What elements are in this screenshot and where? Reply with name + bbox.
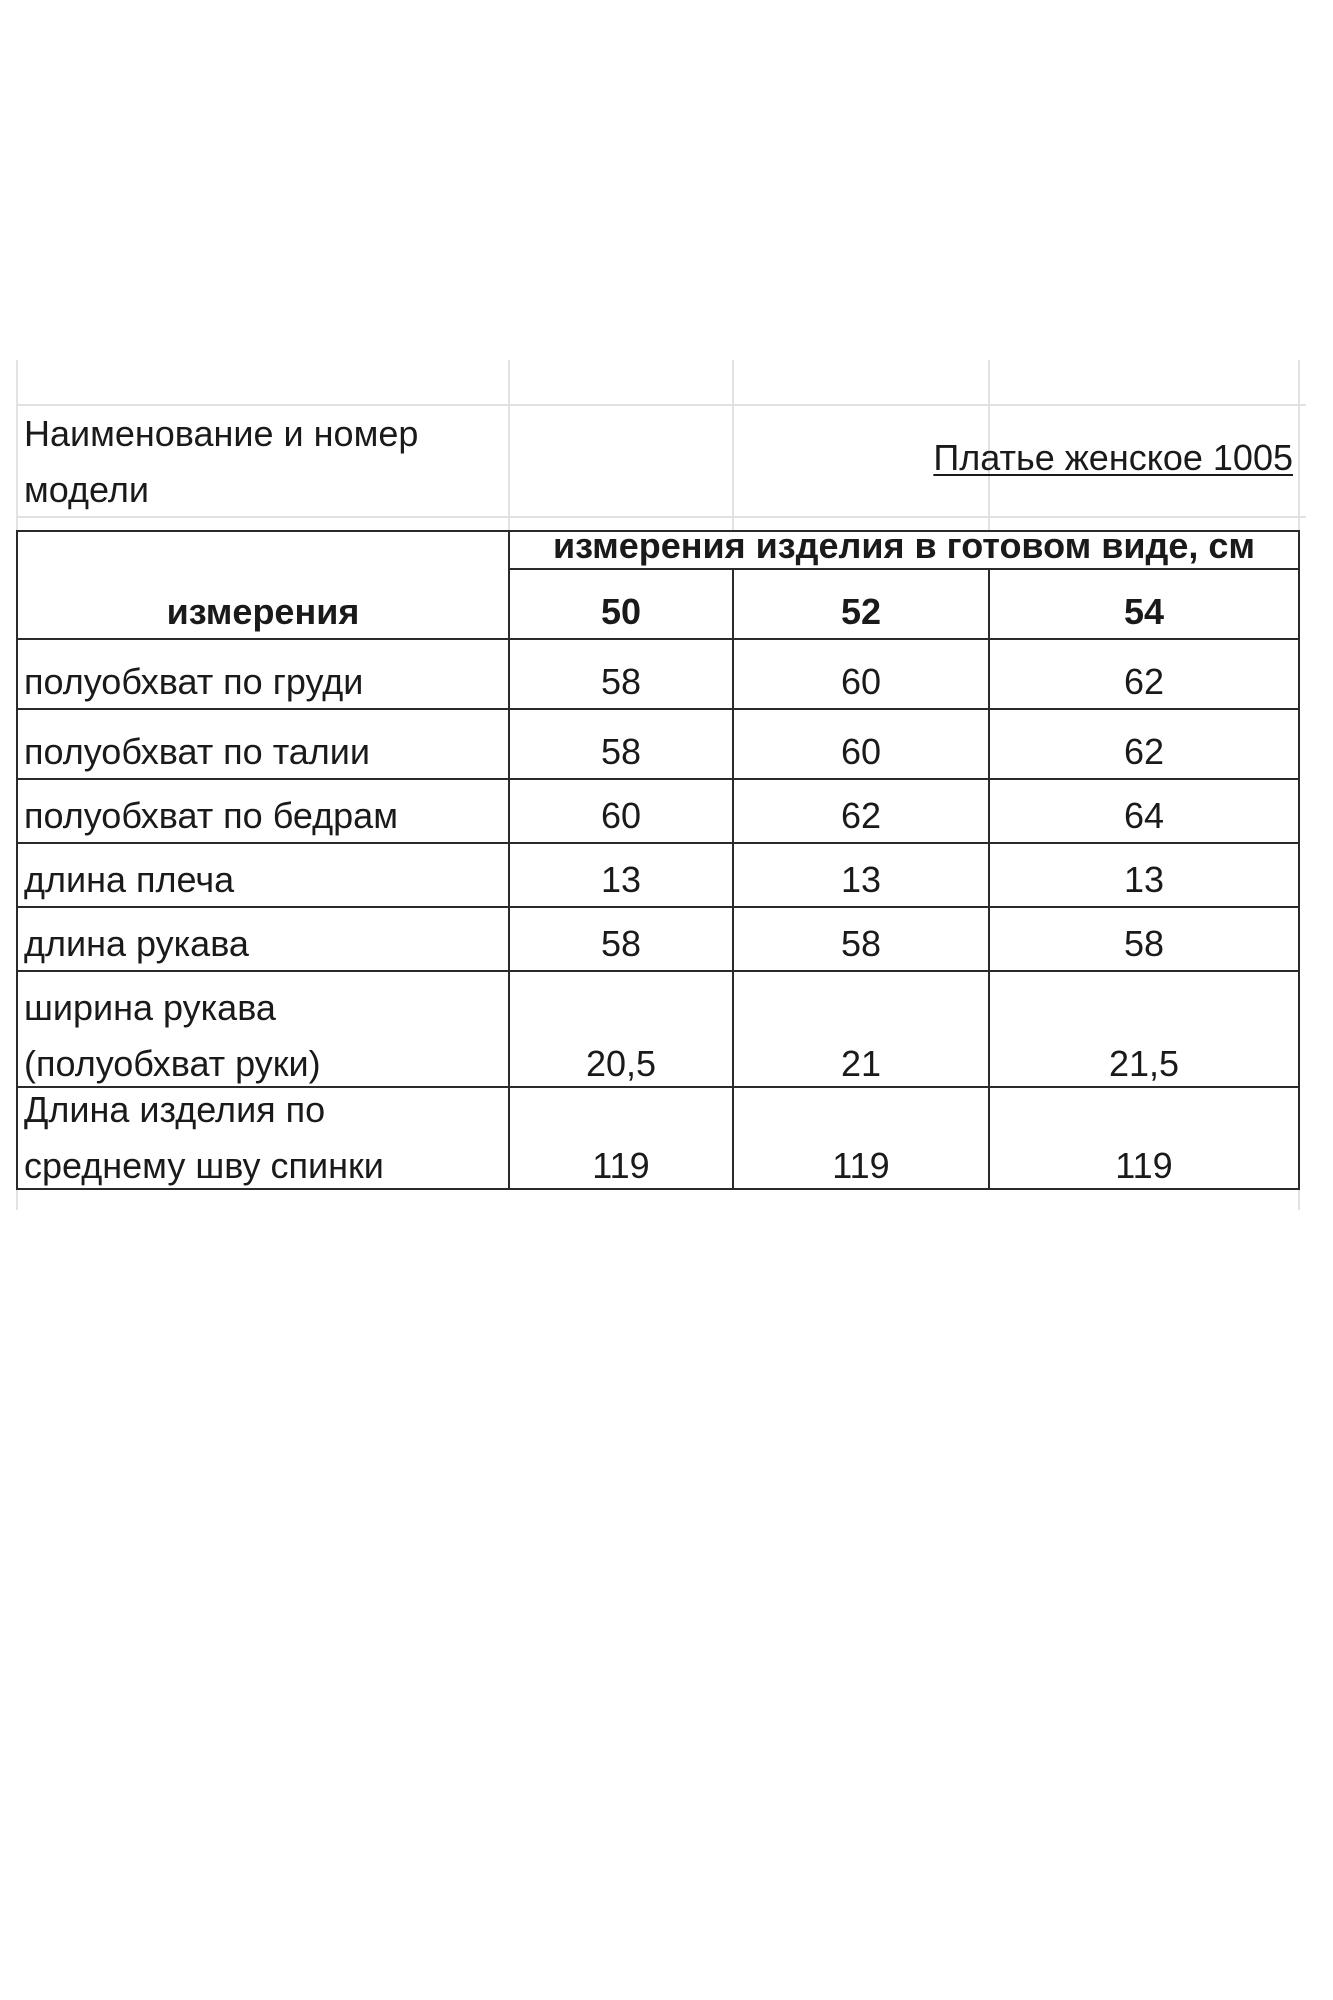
gridline <box>16 1190 18 1210</box>
row-label: длина плеча <box>24 859 235 900</box>
table-cell: 13 <box>600 859 642 900</box>
table-cell: 119 <box>1115 1145 1173 1186</box>
model-label-line-2: модели <box>24 469 149 510</box>
model-label <box>24 406 418 518</box>
table-cell: 60 <box>600 795 642 836</box>
table-cell: 58 <box>600 923 642 964</box>
gridline <box>732 360 734 530</box>
row-label: полуобхват по груди <box>24 661 364 702</box>
table-cell: 119 <box>592 1145 650 1186</box>
table-cell: 58 <box>600 661 642 702</box>
table-cell: 119 <box>832 1145 890 1186</box>
gridline <box>16 360 18 530</box>
table-cell: 64 <box>1123 795 1165 836</box>
row-label: длина рукава <box>24 923 249 964</box>
row-label: полуобхват по бедрам <box>24 795 398 836</box>
table-border <box>1298 530 1300 1190</box>
table-cell: 21,5 <box>1108 1043 1180 1084</box>
row-label: полуобхват по талии <box>24 731 371 772</box>
table-cell: 13 <box>1123 859 1165 900</box>
model-label-line-1: Наименование и номер <box>24 413 419 454</box>
table-cell: 20,5 <box>585 1043 657 1084</box>
table-cell: 60 <box>840 661 882 702</box>
table-cell: 58 <box>600 731 642 772</box>
table-cell: 13 <box>840 859 882 900</box>
gridline <box>508 360 510 530</box>
group-header: измерения изделия в готовом виде, см <box>552 525 1256 566</box>
row-label: Длина изделия по <box>24 1089 326 1130</box>
table-cell: 21 <box>840 1043 882 1084</box>
row-label: (полуобхват руки) <box>24 1043 321 1084</box>
table-cell: 62 <box>1123 731 1165 772</box>
table-cell: 60 <box>840 731 882 772</box>
row-label: среднему шву спинки <box>24 1145 384 1186</box>
table-cell: 62 <box>1123 661 1165 702</box>
table-cell: 58 <box>1123 923 1165 964</box>
row-label: ширина рукава <box>24 987 276 1028</box>
model-value: Платье женское 1005 <box>933 437 1293 478</box>
size-header-52: 52 <box>840 591 882 632</box>
size-header-54: 54 <box>1123 591 1165 632</box>
size-header-50: 50 <box>600 591 642 632</box>
first-column-header: измерения <box>166 591 360 632</box>
table-cell: 58 <box>840 923 882 964</box>
table-cell: 62 <box>840 795 882 836</box>
